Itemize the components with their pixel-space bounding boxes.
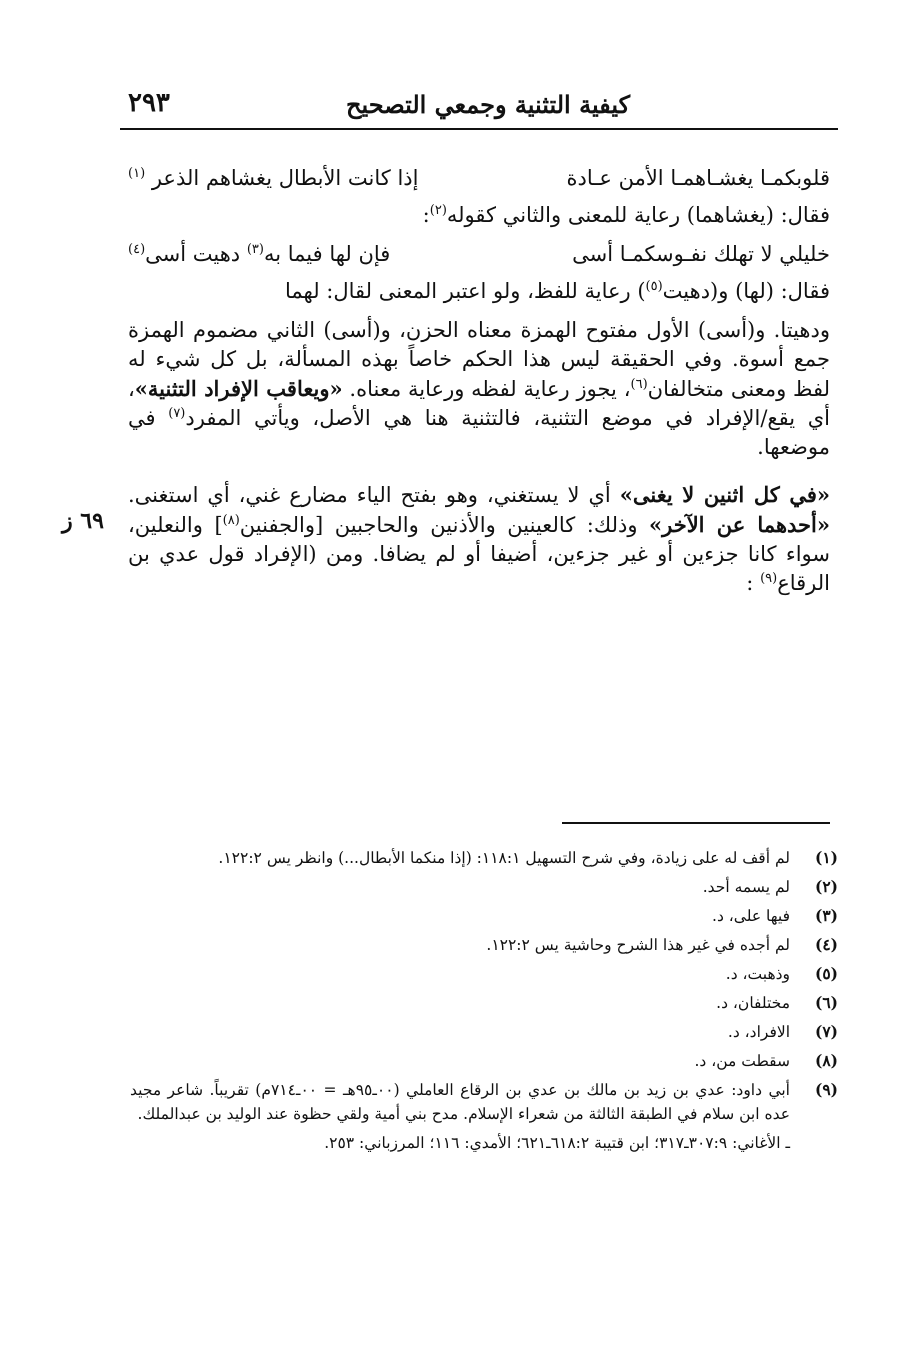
page-header [120,86,835,126]
page-number: ٢٩٣ [128,88,170,118]
footnotes [130,846,838,1159]
footnote-ref-7: (٧) [168,406,186,421]
commentary-line-1 [128,201,830,230]
footnote-number: (٣) [814,906,838,925]
footnote-item [130,904,838,928]
verse-2-second-hemistich [128,240,390,269]
paragraph-2 [128,480,830,598]
matn-quote-2: «في كل اثنين لا يغنى» [619,482,830,507]
footnote-ref-2: (٢) [429,203,447,218]
footnote-text: مختلفان، د. [716,994,790,1012]
footnote-item [130,1078,838,1126]
footnote-item [130,933,838,957]
footnote-ref-4: (٤) [128,242,146,257]
paragraph-1-d: في موضعها. [128,406,830,459]
commentary-line-1-tail: : [422,203,430,227]
footnote-text: لم أجده في غير هذا الشرح وحاشية يس ١٢٢:٢. [486,936,790,954]
matn-quote-3: «أحدهما عن الآخر» [649,512,830,537]
footnote-ref-9: (٩) [760,571,778,586]
footnote-item [130,1020,838,1044]
matn-quote-1: «ويعاقب الإفراد التثنية» [134,376,343,401]
footnote-ref-8: (٨) [222,513,240,528]
footnote-number: (٦) [814,993,838,1012]
paragraph-1 [128,316,830,462]
footnote-number: (٤) [814,935,838,954]
verse-1-second-hemistich [128,164,418,193]
footnote-item [130,846,838,870]
footnote-ref-3: (٣) [246,242,264,257]
verse-2-second-text-b: دهيت أسى [145,242,247,266]
footnote-number: (٥) [814,964,838,983]
footnote-number: (٧) [814,1022,838,1041]
verse-2 [128,240,830,269]
paragraph-2-a: أي لا يستغني، وهو بفتح الياء مضارع غني، أي استغنى. [128,483,620,507]
footnote-ref-5: (٥) [645,279,663,294]
commentary-line-2-a: فقال: (لها) و(دهيت [662,279,830,303]
main-text [128,158,830,598]
verse-1-first-hemistich: قلوبكمـا يغشـاهمـا الأمن عـادة [566,166,830,190]
footnote-item [130,962,838,986]
paragraph-2-b: وذلك: كالعينين والأذنين والحاجبين [والجفنين [239,513,650,537]
paragraph-gap [128,462,830,480]
footnote-ref-1: (١) [128,166,146,181]
footnote-text: لم أقف له على زيادة، وفي شرح التسهيل ١١٨:١: (إذا منكما الأبطال...) وانظر يس ١٢٢:٢. [218,849,790,867]
margin-reference: ٦٩ ز [62,508,104,534]
footnote-item [130,991,838,1015]
footnote-text: سقطت من، د. [694,1052,790,1070]
header-rule [120,128,838,130]
commentary-line-2 [128,277,830,306]
footnote-number: (٩) [814,1080,838,1099]
paragraph-2-c: ] والنعلين، سواء كانا جزءين أو غير جزءين، أضيفا أو لم يضافا. ومن (الإفراد قول عدي بن الرقاع [128,513,830,595]
paragraph-1-b: ، يجوز رعاية لفظه ورعاية معناه. [342,377,631,401]
footnote-item [130,1049,838,1073]
footnote-item [130,875,838,899]
paragraph-1-c: ، أي يقع/الإفراد في موضع التثنية، فالتثنية هنا هي الأصل، ويأتي المفرد [128,377,830,430]
verse-1 [128,164,830,193]
paragraph-1-a: ودهيتا. و(أسى) الأول مفتوح الهمزة معناه الحزن، و(أسى) الثاني مضموم الهمزة جمع أسوة. وفي الحقيقة ليس هذا الحكم خاصاً بهذه المسألة، بل كل شيء له لفظ ومعنى متخالفان [128,318,830,401]
footnote-number: (٨) [814,1051,838,1070]
footnote-number: (٢) [814,877,838,896]
footnote-text: لم يسمه أحد. [702,878,790,896]
footnote-separator [562,822,830,824]
footnote-continuation: ـ الأغاني: ٣٠٧:٩ـ٣١٧؛ ابن قتيبة ٦١٨:٢ـ٦٢١؛ الأمدي: ١١٦؛ المرزباني: ٢٥٣. [324,1134,790,1152]
footnote-number: (١) [814,848,838,867]
footnote-text: الافراد، د. [727,1023,790,1041]
footnote-text: فيها على، د. [712,907,790,925]
footnote-ref-6: (٦) [630,377,648,392]
running-title: كيفية التثنية وجمعي التصحيح [346,90,630,119]
commentary-line-2-b: ) رعاية للفظ، ولو اعتبر المعنى لقال: لهما [285,279,646,303]
footnote-text: أبي داود: عدي بن زيد بن مالك بن عدي بن الرقاع العاملي (٠٠ـ٩٥هـ = ٠٠ـ٧١٤م) تقريباً. شاعر مجيد عده ابن سلام في الطبقة الثالثة من شعراء الإسلام. مدح بني أمية ولقي حظوة عند الوليد بن عبدالملك. [130,1081,790,1123]
verse-1-second-text: إذا كانت الأبطال يغشاهم الذعر [151,166,419,190]
verse-2-second-text-a: فإن لها فيما به [263,242,391,266]
commentary-line-1-text: فقال: (يغشاهما) رعاية للمعنى والثاني كقوله [446,203,830,227]
verse-2-first-hemistich: خليلي لا تهلك نفـوسكمـا أسى [572,242,830,266]
paragraph-2-d: : [746,571,761,595]
footnote-text: وذهبت، د. [725,965,790,983]
